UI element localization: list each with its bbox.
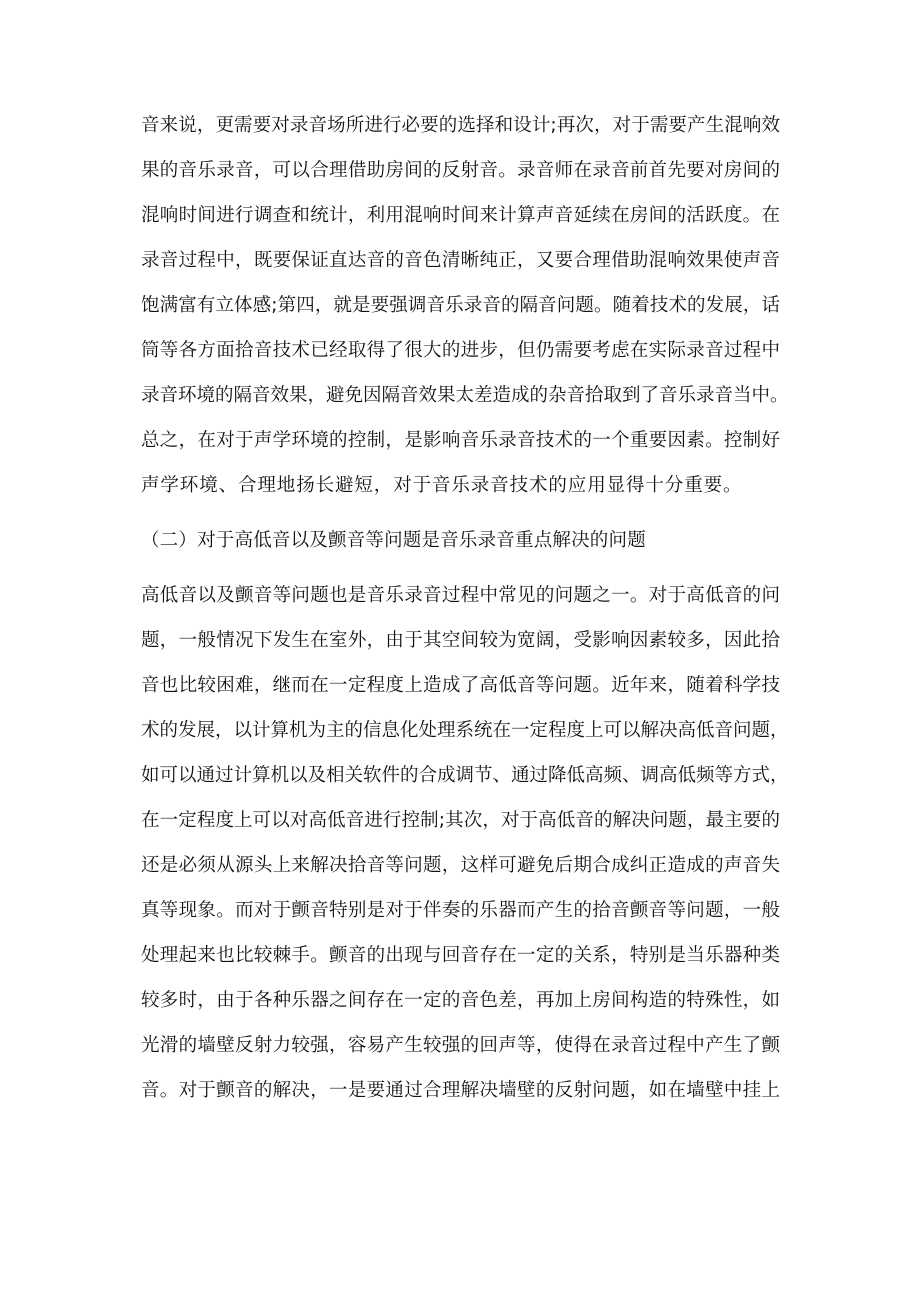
- paragraph-line: 题，一般情况下发生在室外，由于其空间较为宽阔，受影响因素较多，因此拾: [141, 630, 780, 651]
- paragraph-line: 处理起来也比较棘手。颤音的出现与回音存在一定的关系，特别是当乐器种类: [141, 945, 780, 966]
- paragraph-line: 总之，在对于声学环境的控制，是影响音乐录音技术的一个重要因素。控制好: [141, 430, 780, 451]
- paragraph-line: 音。对于颤音的解决，一是要通过合理解决墙壁的反射问题，如在墙壁中挂上: [141, 1080, 780, 1101]
- paragraph-line: 录音环境的隔音效果，避免因隔音效果太差造成的杂音拾取到了音乐录音当中。: [141, 385, 789, 406]
- paragraph-line: 声学环境、合理地扬长避短，对于音乐录音技术的应用显得十分重要。: [141, 475, 743, 496]
- paragraph-line: 混响时间进行调查和统计，利用混响时间来计算声音延续在房间的活跃度。在: [141, 205, 780, 226]
- paragraph-line: 录音过程中，既要保证直达音的音色清晰纯正，又要合理借助混响效果使声音: [141, 250, 780, 271]
- paragraph-line: 音来说，更需要对录音场所进行必要的选择和设计;再次，对于需要产生混响效: [141, 115, 780, 136]
- paragraph-line: 较多时，由于各种乐器之间存在一定的音色差，再加上房间构造的特殊性，如: [141, 990, 780, 1011]
- paragraph-line: 还是必须从源头上来解决拾音等问题，这样可避免后期合成纠正造成的声音失: [141, 855, 780, 876]
- paragraph-line: 高低音以及颤音等问题也是音乐录音过程中常见的问题之一。对于高低音的问: [141, 585, 780, 606]
- paragraph-line: 果的音乐录音，可以合理借助房间的反射音。录音师在录音前首先要对房间的: [141, 160, 780, 181]
- paragraph-line: 光滑的墙壁反射力较强，容易产生较强的回声等，使得在录音过程中产生了颤: [141, 1035, 780, 1056]
- paragraph-line: 如可以通过计算机以及相关软件的合成调节、通过降低高频、调高低频等方式，: [141, 765, 789, 786]
- paragraph-line: 术的发展，以计算机为主的信息化处理系统在一定程度上可以解决高低音问题，: [141, 720, 789, 741]
- paragraph-line: 音也比较困难，继而在一定程度上造成了高低音等问题。近年来，随着科学技: [141, 675, 780, 696]
- paragraph-line: 筒等各方面拾音技术已经取得了很大的进步，但仍需要考虑在实际录音过程中: [141, 340, 780, 361]
- section-heading: （二）对于高低音以及颤音等问题是音乐录音重点解决的问题: [141, 530, 646, 551]
- paragraph-line: 真等现象。而对于颤音特别是对于伴奏的乐器而产生的拾音颤音等问题，一般: [141, 900, 780, 921]
- paragraph-line: 饱满富有立体感;第四，就是要强调音乐录音的隔音问题。随着技术的发展，话: [141, 295, 780, 316]
- paragraph-line: 在一定程度上可以对高低音进行控制;其次，对于高低音的解决问题，最主要的: [141, 810, 780, 831]
